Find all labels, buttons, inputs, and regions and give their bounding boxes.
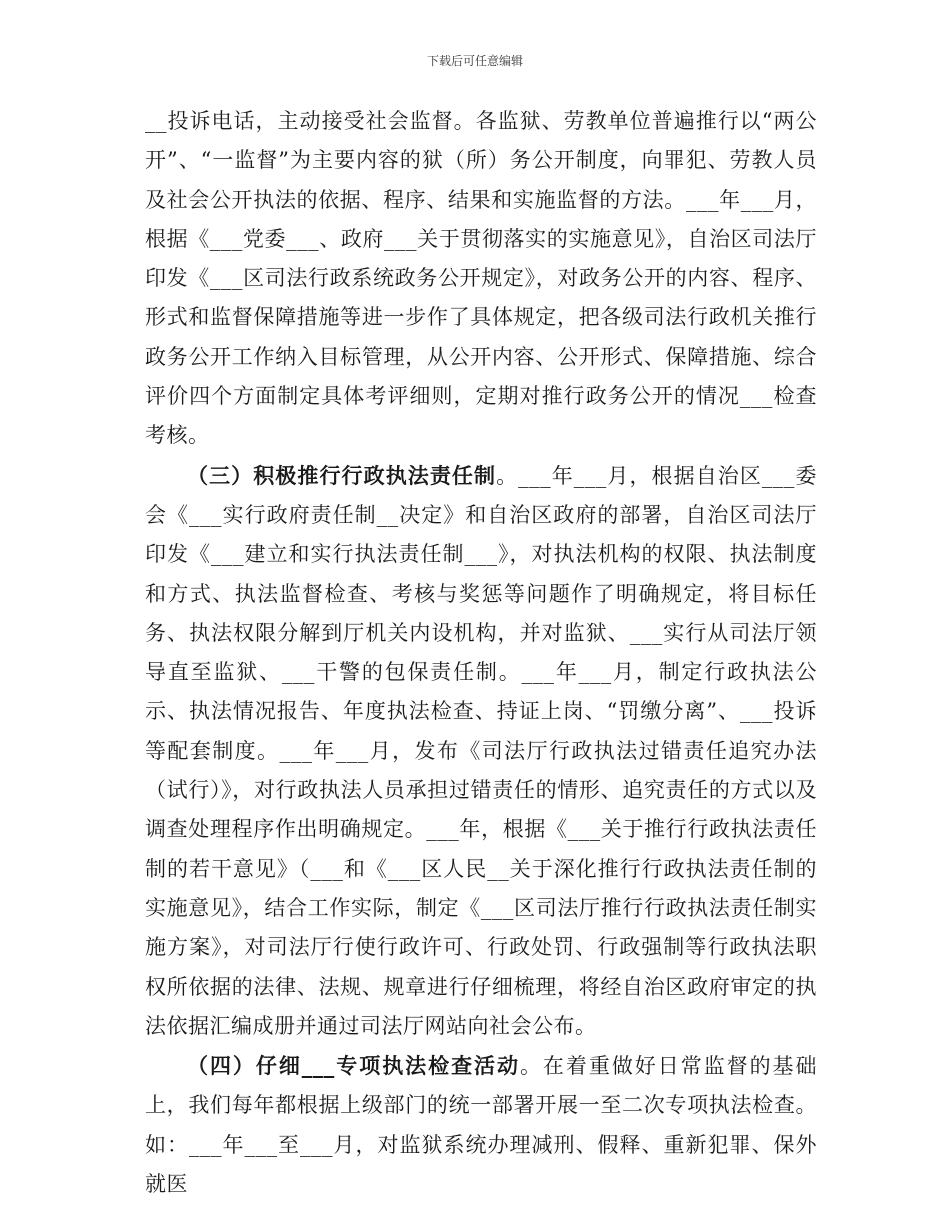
paragraph-text: __投诉电话，主动接受社会监督。各监狱、劳教单位普遍推行以“两公开”、“一监督”为主要内容的狱（所）务公开制度，向罪犯、劳教人员及社会公开执法的依据、程序、结果和实施监督的方法。___年___月，根据《___党委___、政府___关于贯彻落实的实施意见》，自治区司法厅印发《___区司法行政系统政务公开规定》，对政务公开的内容、程序、形式和监督保障措施等进一步作了具体规定，把各级司法行政机关推行政务公开工作纳入目标管理，从公开内容、公开形式、保障措施、综合评价四个方面制定具体考评细则，定期对推行政务公开的情况___检查考核。: [145, 109, 817, 448]
download-edit-note: 下载后可任意编辑: [426, 54, 523, 68]
paragraph-text: 。在着重做好日常监督的基础上，我们每年都根据上级部门的统一部署开展一至二次专项执法检查。如：___年___至___月，对监狱系统办理减刑、假释、重新犯罪、保外就医: [145, 1054, 818, 1197]
paragraph-special-inspection: [145, 1046, 817, 1204]
paragraph-supervision: [145, 102, 817, 456]
section-heading-4: （四）仔细___专项执法检查活动: [187, 1053, 520, 1079]
paragraph-text: 。___年___月，根据自治区___委会《___实行政府责任制__决定》和自治区政府的部署，自治区司法厅印发《___建立和实行执法责任制___》，对执法机构的权限、执法制度和方式、执法监督检查、考核与奖惩等问题作了明确规定，将目标任务、执法权限分解到厅机关内设机构，并对监狱、___实行从司法厅领导直至监狱、___干警的包保责任制。___年___月，制定行政执法公示、执法情况报告、年度执法检查、持证上岗、“罚缴分离”、___投诉等配套制度。___年___月，发布《司法厅行政执法过错责任追究办法（试行）》，对行政执法人员承担过错责任的情形、追究责任的方式以及调查处理程序作出明确规定。___年，根据《___关于推行行政执法责任制的若干意见》（___和《___区人民__关于深化推行行政执法责任制的实施意见》，结合工作实际，制定《___区司法厅推行行政执法责任制实施方案》，对司法厅行使行政许可、行政处罚、行政强制等行政执法职权所依据的法律、法规、规章进行仔细梳理，将经自治区政府审定的执法依据汇编成册并通过司法厅网站向社会公布。: [145, 463, 818, 1038]
section-heading-3: （三）积极推行行政执法责任制: [187, 462, 497, 488]
paragraph-enforcement-responsibility: [145, 456, 817, 1046]
document-body: [145, 102, 817, 1204]
